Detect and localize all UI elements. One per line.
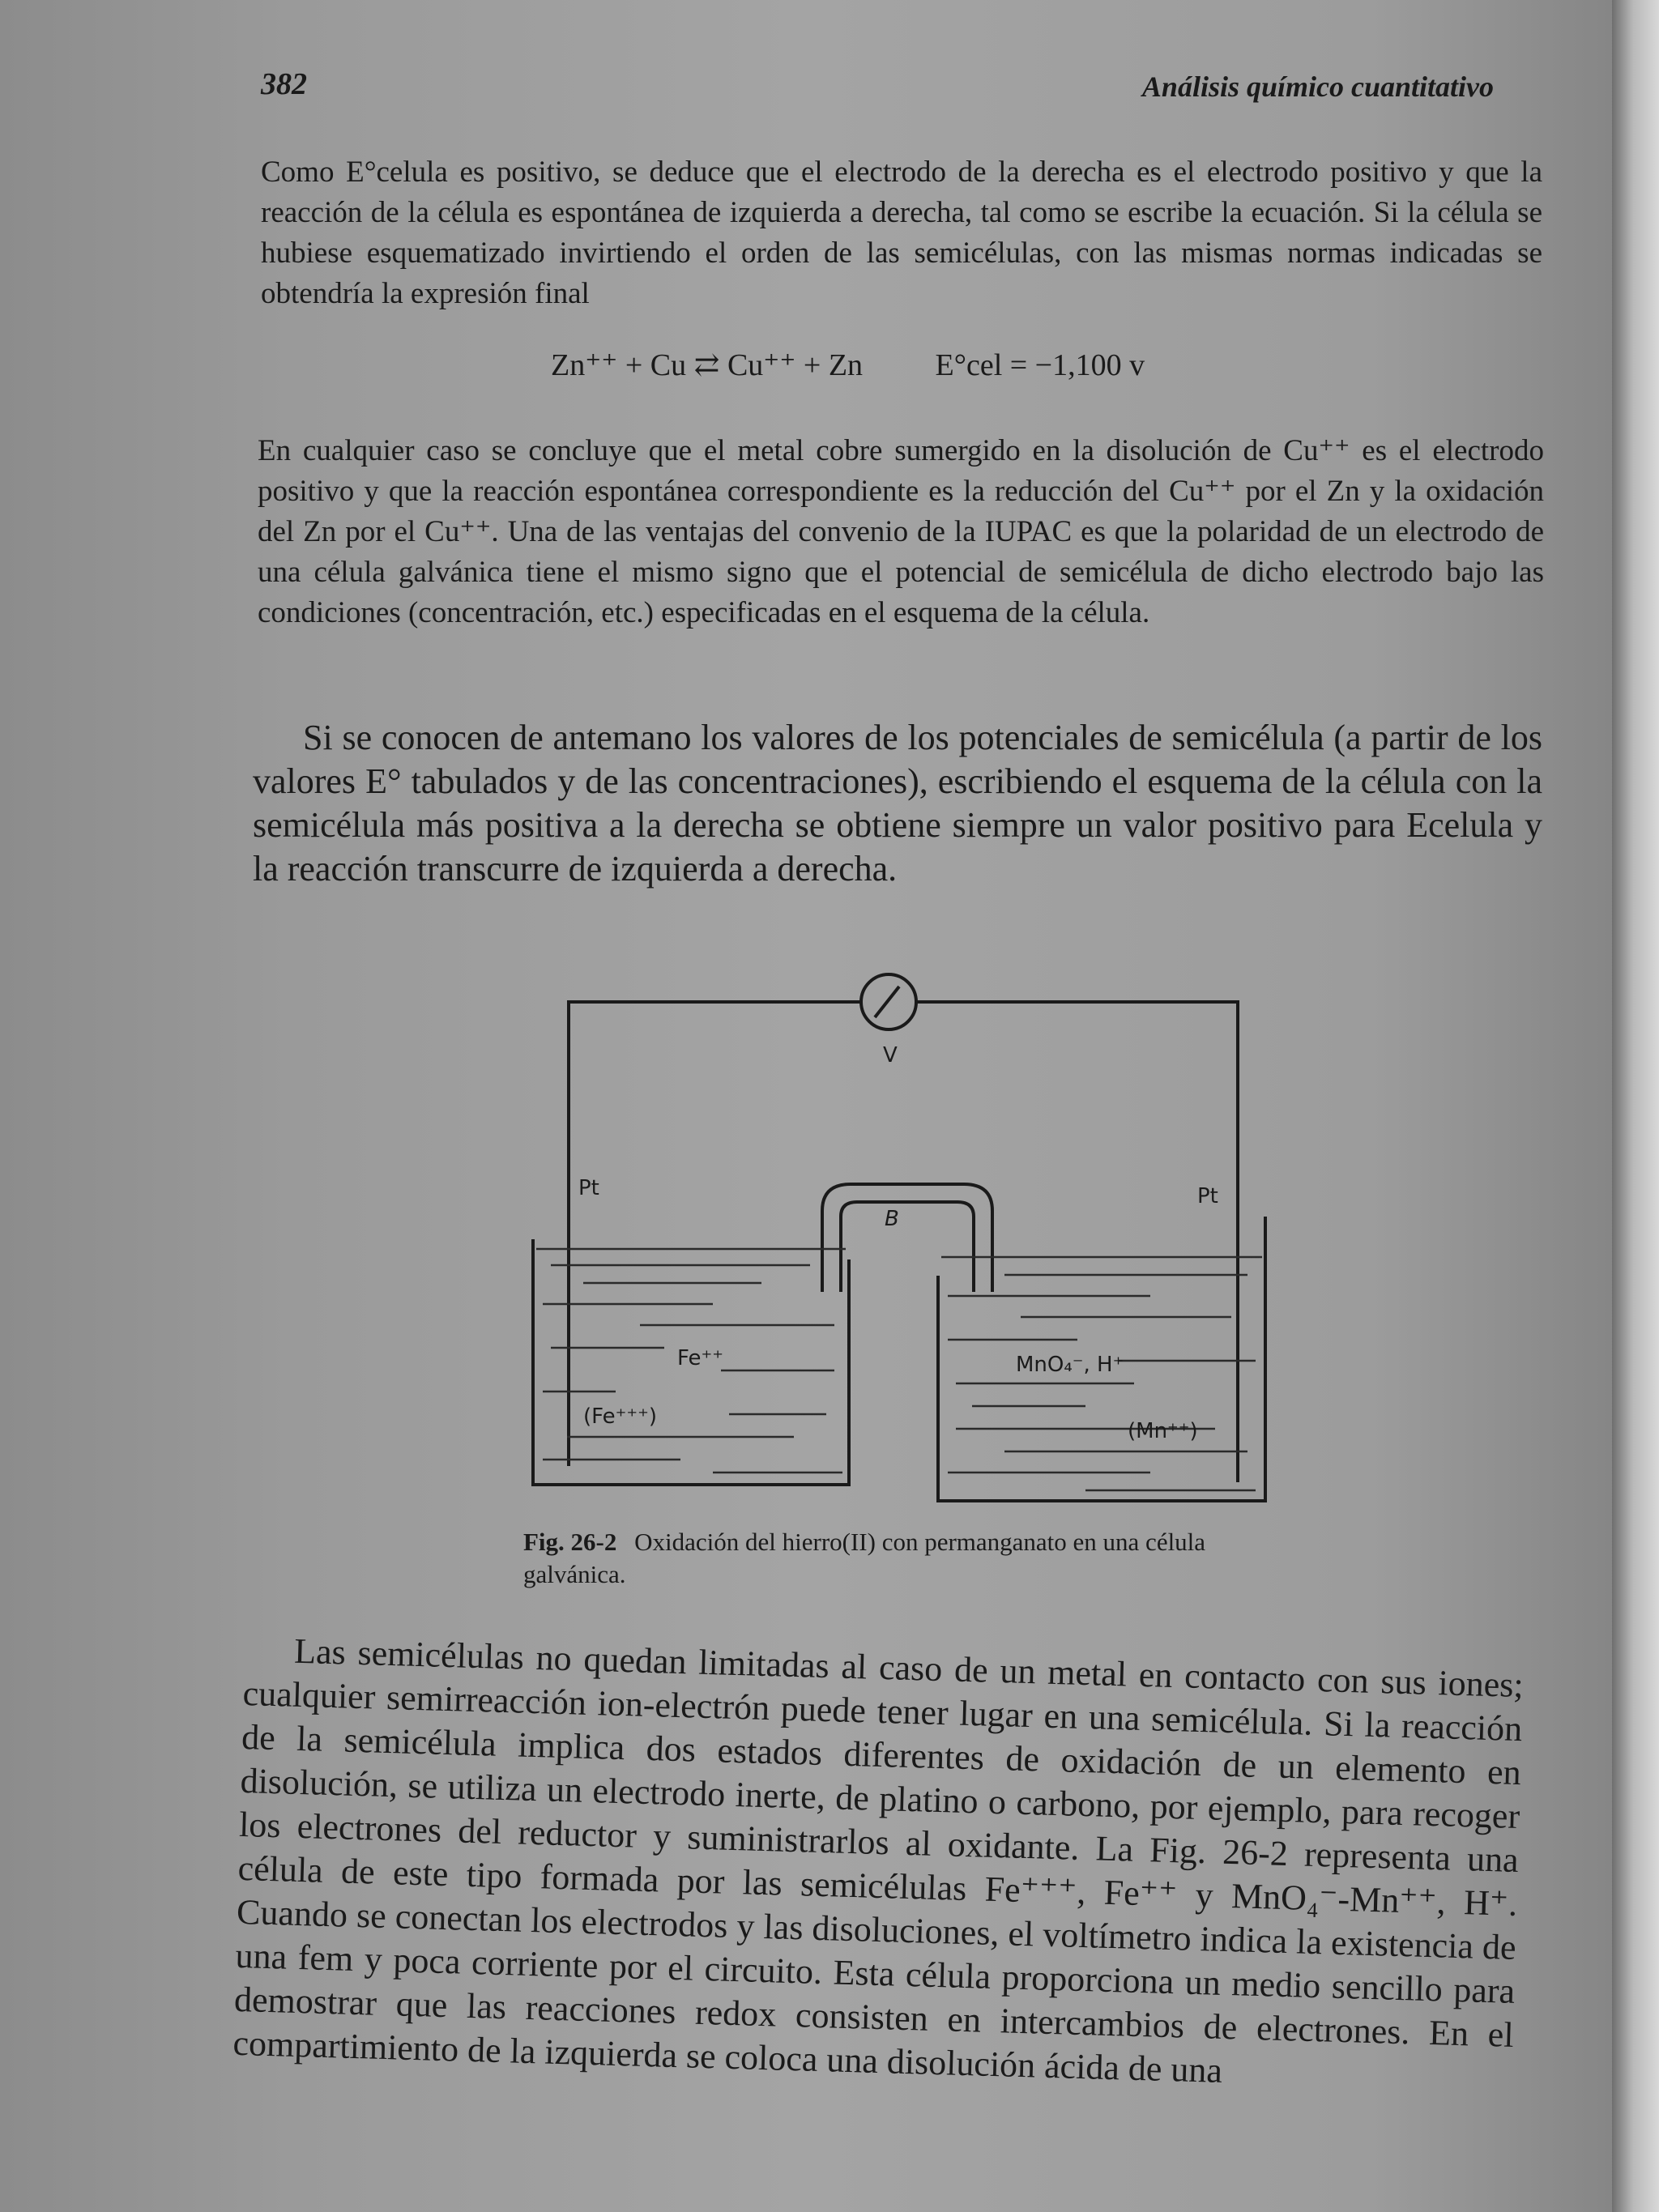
left-wire bbox=[569, 1002, 861, 1215]
caption-text: Oxidación del hierro(II) con permanganato en una célula galvánica. bbox=[523, 1528, 1206, 1588]
galvanic-cell-figure bbox=[518, 948, 1280, 1515]
paragraph-1: Como E°celula es positivo, se deduce que el electrodo de la derecha es el electrodo positivo y que la reacción de la célula es espontánea de izquierda a derecha, tal como se escribe la ecuación. Si la célula se hubiese esquematizado invirtiendo el orden de las semicélulas, con las mismas normas indicadas se obtendría la expresión final bbox=[261, 156, 1542, 310]
left-ion-main: Fe⁺⁺ bbox=[677, 1346, 723, 1370]
left-electrode-label: Pt bbox=[578, 1176, 599, 1200]
right-ion-main: MnO₄⁻, H⁺ bbox=[1016, 1353, 1124, 1377]
paragraph-3: Si se conocen de antemano los valores de los potenciales de semicélula (a partir de los valores E° tabulados y de las concentraciones), escribiendo el esquema de la célula con la semicélula más positiva a la derecha se obtiene siempre un valor positivo para Ecelula y la reacción transcurre de izquierda a derecha. bbox=[253, 718, 1542, 889]
paragraph-2: En cualquier caso se concluye que el metal cobre sumergido en la disolución de Cu⁺⁺ es el electrodo positivo y que la reacción espontánea correspondiente es la reducción del Cu⁺⁺ por el Zn y la oxidación del Zn por el Cu⁺⁺. Una de las ventajas del convenio de la IUPAC es que la polaridad de un electrodo de una célula galvánica tiene el mismo signo que el potencial de semicélula de dicho electrodo bajo las condiciones (concentración, etc.) especificadas en el esquema de la célula. bbox=[258, 434, 1544, 629]
equation-reaction: Zn⁺⁺ + Cu ⇄ Cu⁺⁺ + Zn bbox=[551, 348, 864, 382]
page-number: 382 bbox=[261, 67, 307, 101]
equation-potential: E°cel = −1,100 v bbox=[935, 348, 1145, 382]
salt-bridge-inner bbox=[841, 1202, 974, 1292]
right-ion-paren: (Mn⁺⁺) bbox=[1128, 1419, 1198, 1443]
running-title: Análisis químico cuantitativo bbox=[1141, 70, 1494, 103]
equation bbox=[551, 347, 1280, 383]
caption-number: Fig. 26-2 bbox=[523, 1528, 617, 1556]
salt-bridge-label: B bbox=[885, 1207, 899, 1231]
right-electrode-label: Pt bbox=[1197, 1184, 1218, 1208]
voltmeter-needle bbox=[875, 987, 899, 1017]
figure-caption bbox=[523, 1526, 1301, 1591]
voltmeter-label: V bbox=[883, 1043, 898, 1068]
paragraph-4: Las semicélulas no quedan limitadas al caso de un metal en contacto con sus iones; cualquier semirreacción ion-electrón puede tener lugar en una semicélula. Si la reacción de la semicélula implica dos estados diferentes de oxidación de un elemento en disolución, se utiliza un electrodo inerte, de platino o carbono, por ejemplo, para recoger los electrones del reductor y suministrarlos al oxidante. La Fig. 26-2 representa una célula de este tipo formada por las semicélulas Fe⁺⁺⁺, Fe⁺⁺ y MnO₄⁻-Mn⁺⁺, H⁺. Cuando se conectan los electrodos y las disoluciones, el voltímetro indica la existencia de una fem y poca corriente por el circuito. Esta célula proporciona un medio sencillo para demostrar que las reacciones redox consisten en intercambios de electrones. En el compartimiento de la izquierda se coloca una disolución ácida de una bbox=[232, 1630, 1525, 2091]
left-ion-paren: (Fe⁺⁺⁺) bbox=[583, 1404, 657, 1429]
next-page-edge bbox=[1612, 0, 1659, 2212]
